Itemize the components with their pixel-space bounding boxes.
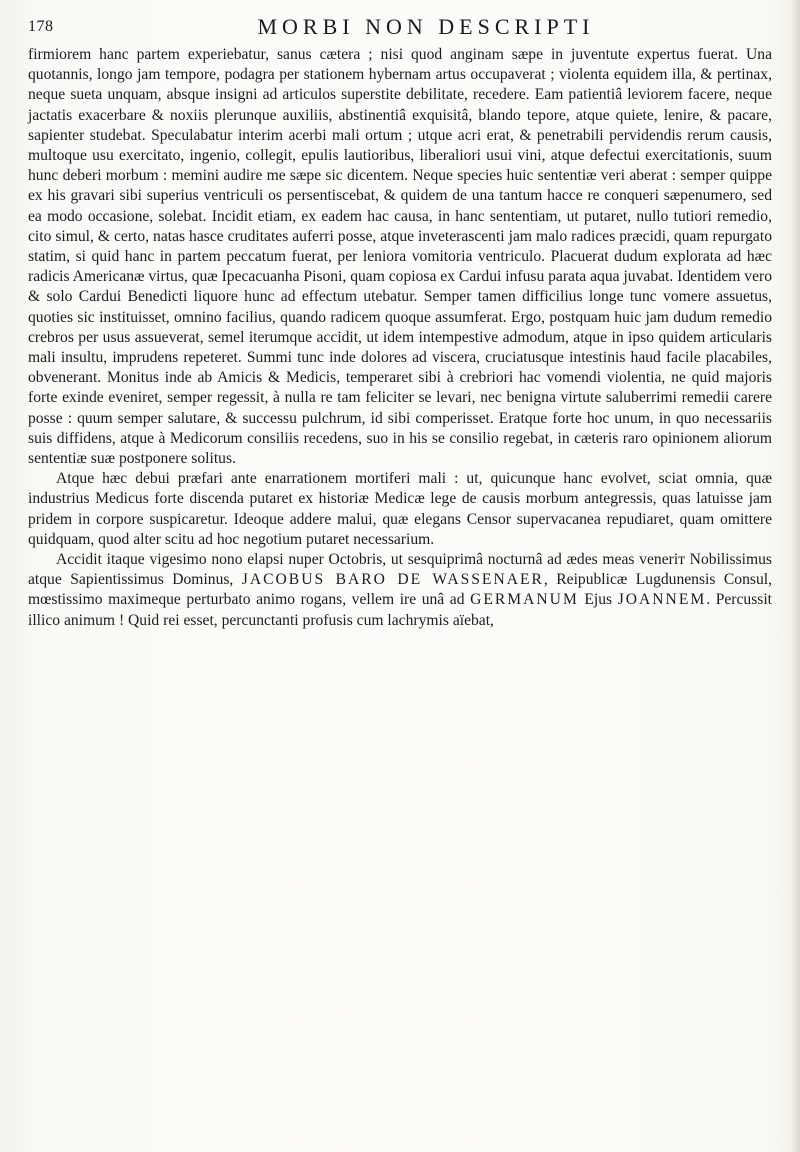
- paragraph-3-text-middle2: Ejus: [578, 591, 618, 609]
- paragraph-3-text-after: . Percussit illico animum ! Quid rei esset, percunctanti profusis cum lachrymis aïebat,: [28, 591, 773, 629]
- page-number: 178: [28, 18, 54, 35]
- paragraph-3-name-germanum: GERMANUM: [470, 591, 579, 609]
- running-head: MORBI NON DESCRIPTI: [257, 14, 595, 39]
- paragraph-3-name-joannem: JOANNEM: [617, 591, 707, 609]
- paragraph-3-text-middle: , Reipublicæ Lugdunensis Consul, mœstissimo maximeque perturbato animo rogans, vellem ire unâ ad: [28, 571, 772, 609]
- paragraph-2: Atque hæc debui præfari ante enarrationem mortiferi mali : ut, quicunque hanc evolvet, sciat omnia, quæ industrius Medicus forte discenda putaret ex historiæ Medicæ lege de causis morbum antegressis, quas latuisse jam pridem in corpore suspicaretur. Ideoque addere malui, quæ elegans Censor supervacanea repudiaret, quam omittere quidquam, quod alter scitu ad hoc negotium putaret necessarium.: [28, 470, 772, 548]
- paragraph-1: firmiorem hanc partem experiebatur, sanus cætera ; nisi quod anginam sæpe in juventute expertus fuerat. Una quotannis, longo jam tempore, podagra per stationem hybernam artus occupaverat ; violenta equidem illa, & pertinax, neque sueta unquam, absque insigni ad articulos superstite debilitate, recedere. Eam patientiâ leviorem facere, neque jactatis exacerbare & noxiis plerunque auxiliis, abstinentiâ exquisitâ, blando tepore, atque quiete, lenire, & pacare, sapienter studebat. Speculabatur interim acerbi mali ortum ; utque acri erat, & penetrabili pervidendis rerum causis, multoque usu exercitato, ingenio, collegit, epulis lautioribus, liberaliori usui vini, atque defectui exercitationis, suum hunc deberi morbum : memini audire me sæpe sic dicentem. Neque species huic sententiæ veri aberat : semper quippe ex his gravari sibi superius ventriculi os persentiscebat, & quidem de una tantum hacce re conqueri sæpenumero, sed ea modo occasione, solebat. Incidit etiam, ex eadem hac causa, in hanc sententiam, ut putaret, nullo tutiori remedio, cito simul, & certo, natas hasce cruditates auferri posse, atque inveterascenti jam malo radices præcidi, quam repurgato statim, si quid hanc in partem peccatum fuerat, per leniora vomitoria ventriculo. Placuerat dudum explorata ad hæc radicis Americanæ virtus, quæ Ipecacuanha Pisoni, quam copiosa ex Cardui infusu parata aqua juvabat. Identidem vero & solo Cardui Benedicti liquore hunc ad effectum utebatur. Semper tamen difficilius longe tunc vomere assuetus, quoties sic instituisset, omnino facilius, quando radicem quoque assumferat. Ergo, postquam huic jam dudum remedio crebros per usus assueverat, semel iterumque accidit, ut idem intempestive admodum, atque in ipso quidem articularis mali insultu, imprudens repeteret. Summi tunc inde dolores ad viscera, cruciatusque intestinis haud facile placabiles, obvenerant. Monitus inde ab Amicis & Medicis, temperaret sibi à crebriori hac vomendi violentia, ne quid majoris forte exinde eveniret, semper regessit, à nulla re tam feliciter se levari, nec benigna virtute saluberrimi remedii carere posse : quum semper salutare, & successu pulchrum, id sibi comperisset. Eratque forte hoc unum, in quo necessariis suis diffidens, atque à Medicorum consiliis recedens, suo in his se consilio regebat, in cæteris raro opinionem aliorum sententiæ suæ postponere solitus.: [28, 46, 772, 468]
- page-header: [28, 14, 768, 44]
- paragraph-3-text-before: Accidit itaque vigesimo nono elapsi nuper Octobris, ut sesquiprimâ nocturnâ ad ædes meas veneriт Nobilissimus atque Sapientissimus Dominus,: [28, 551, 772, 589]
- body-text: [28, 45, 772, 631]
- paragraph-3: [28, 550, 772, 631]
- paragraph-3-name-baron: JACOBUS BARO DE WASSENAER: [241, 571, 544, 589]
